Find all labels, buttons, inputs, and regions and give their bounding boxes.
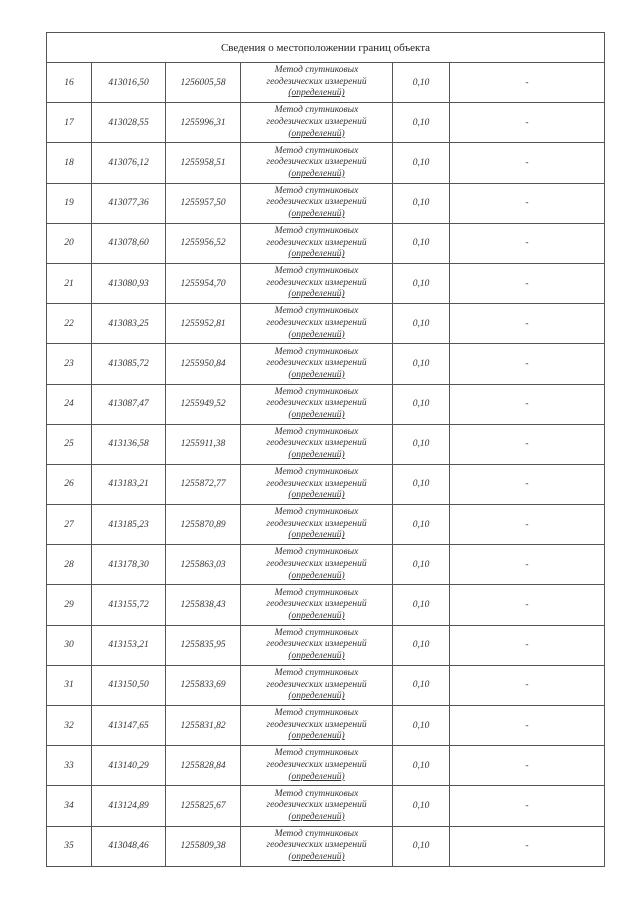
x-coordinate-cell: 413016,50 (92, 63, 166, 103)
method-line-3: (определений) (288, 731, 345, 742)
method-line-1: Метод спутниковых (274, 708, 359, 719)
point-number-cell: 16 (47, 63, 92, 103)
table-row (47, 304, 605, 344)
y-coordinate-cell: 1255833,69 (166, 665, 241, 705)
point-number-cell: 24 (47, 384, 92, 424)
method-line-1: Метод спутниковых (274, 426, 359, 437)
description-cell: - (450, 344, 605, 384)
x-coordinate-cell: 413078,60 (92, 223, 166, 263)
accuracy-cell: 0,10 (393, 143, 450, 183)
method-line-2: геодезических измерений (266, 639, 367, 650)
method-line-1: Метод спутниковых (274, 547, 359, 558)
accuracy-cell: 0,10 (393, 464, 450, 504)
description-cell: - (450, 103, 605, 143)
method-line-1: Метод спутниковых (274, 668, 359, 679)
point-number-cell: 21 (47, 263, 92, 303)
accuracy-cell: 0,10 (393, 505, 450, 545)
table-row (47, 464, 605, 504)
x-coordinate-cell: 413140,29 (92, 746, 166, 786)
x-coordinate-cell: 413087,47 (92, 384, 166, 424)
description-cell: - (450, 585, 605, 625)
accuracy-cell: 0,10 (393, 183, 450, 223)
method-line-2: геодезических измерений (266, 237, 367, 248)
point-number-cell: 29 (47, 585, 92, 625)
method-line-3: (определений) (288, 168, 345, 179)
table-row (47, 103, 605, 143)
method-line-1: Метод спутниковых (274, 788, 359, 799)
method-line-3: (определений) (288, 249, 345, 260)
method-line-2: геодезических измерений (266, 358, 367, 369)
y-coordinate-cell: 1256005,58 (166, 63, 241, 103)
method-line-2: геодезических измерений (266, 197, 367, 208)
accuracy-cell: 0,10 (393, 585, 450, 625)
table-row (47, 183, 605, 223)
method-line-3: (определений) (288, 691, 345, 702)
table-row (47, 424, 605, 464)
method-line-2: геодезических измерений (266, 317, 367, 328)
accuracy-cell: 0,10 (393, 344, 450, 384)
description-cell: - (450, 424, 605, 464)
method-line-1: Метод спутниковых (274, 185, 359, 196)
point-number-cell: 28 (47, 545, 92, 585)
method-line-2: геодезических измерений (266, 679, 367, 690)
y-coordinate-cell: 1255870,89 (166, 505, 241, 545)
point-number-cell: 34 (47, 786, 92, 826)
method-line-3: (определений) (288, 490, 345, 501)
accuracy-cell: 0,10 (393, 625, 450, 665)
method-line-2: геодезических измерений (266, 759, 367, 770)
accuracy-cell: 0,10 (393, 746, 450, 786)
table-title: Сведения о местоположении границ объекта (47, 33, 605, 63)
method-cell (241, 826, 393, 866)
point-number-cell: 30 (47, 625, 92, 665)
description-cell: - (450, 706, 605, 746)
description-cell: - (450, 746, 605, 786)
table-row (47, 505, 605, 545)
table-row (47, 545, 605, 585)
accuracy-cell: 0,10 (393, 103, 450, 143)
description-cell: - (450, 826, 605, 866)
method-cell (241, 183, 393, 223)
x-coordinate-cell: 413085,72 (92, 344, 166, 384)
method-cell (241, 223, 393, 263)
point-number-cell: 32 (47, 706, 92, 746)
point-number-cell: 26 (47, 464, 92, 504)
method-line-3: (определений) (288, 570, 345, 581)
method-line-1: Метод спутниковых (274, 266, 359, 277)
point-number-cell: 23 (47, 344, 92, 384)
description-cell: - (450, 304, 605, 344)
accuracy-cell: 0,10 (393, 786, 450, 826)
method-cell (241, 625, 393, 665)
description-cell: - (450, 223, 605, 263)
point-number-cell: 25 (47, 424, 92, 464)
method-cell (241, 706, 393, 746)
x-coordinate-cell: 413147,65 (92, 706, 166, 746)
table-row (47, 585, 605, 625)
accuracy-cell: 0,10 (393, 384, 450, 424)
x-coordinate-cell: 413076,12 (92, 143, 166, 183)
method-line-3: (определений) (288, 409, 345, 420)
method-line-1: Метод спутниковых (274, 748, 359, 759)
y-coordinate-cell: 1255911,38 (166, 424, 241, 464)
accuracy-cell: 0,10 (393, 665, 450, 705)
y-coordinate-cell: 1255838,43 (166, 585, 241, 625)
description-cell: - (450, 384, 605, 424)
table-row (47, 263, 605, 303)
method-line-1: Метод спутниковых (274, 145, 359, 156)
table-header-row (47, 33, 605, 63)
accuracy-cell: 0,10 (393, 263, 450, 303)
method-line-2: геодезических измерений (266, 599, 367, 610)
method-line-3: (определений) (288, 289, 345, 300)
y-coordinate-cell: 1255949,52 (166, 384, 241, 424)
table-row (47, 706, 605, 746)
description-cell: - (450, 505, 605, 545)
accuracy-cell: 0,10 (393, 826, 450, 866)
x-coordinate-cell: 413178,30 (92, 545, 166, 585)
y-coordinate-cell: 1255957,50 (166, 183, 241, 223)
table-row (47, 665, 605, 705)
method-cell (241, 665, 393, 705)
method-line-1: Метод спутниковых (274, 225, 359, 236)
method-line-2: геодезических измерений (266, 559, 367, 570)
point-number-cell: 18 (47, 143, 92, 183)
point-number-cell: 19 (47, 183, 92, 223)
x-coordinate-cell: 413083,25 (92, 304, 166, 344)
table-row (47, 826, 605, 866)
method-cell (241, 103, 393, 143)
accuracy-cell: 0,10 (393, 424, 450, 464)
method-line-3: (определений) (288, 88, 345, 99)
method-line-3: (определений) (288, 530, 345, 541)
description-cell: - (450, 143, 605, 183)
table-row (47, 625, 605, 665)
y-coordinate-cell: 1255950,84 (166, 344, 241, 384)
table-row (47, 344, 605, 384)
point-number-cell: 20 (47, 223, 92, 263)
method-line-1: Метод спутниковых (274, 386, 359, 397)
method-line-3: (определений) (288, 128, 345, 139)
description-cell: - (450, 786, 605, 826)
description-cell: - (450, 625, 605, 665)
method-cell (241, 545, 393, 585)
method-line-1: Метод спутниковых (274, 65, 359, 76)
x-coordinate-cell: 413028,55 (92, 103, 166, 143)
method-line-3: (определений) (288, 610, 345, 621)
y-coordinate-cell: 1255954,70 (166, 263, 241, 303)
x-coordinate-cell: 413150,50 (92, 665, 166, 705)
boundary-table (46, 32, 605, 867)
x-coordinate-cell: 413183,21 (92, 464, 166, 504)
method-line-1: Метод спутниковых (274, 306, 359, 317)
method-line-1: Метод спутниковых (274, 507, 359, 518)
description-cell: - (450, 63, 605, 103)
method-cell (241, 384, 393, 424)
method-line-2: геодезических измерений (266, 157, 367, 168)
description-cell: - (450, 183, 605, 223)
method-cell (241, 505, 393, 545)
method-cell (241, 263, 393, 303)
method-cell (241, 585, 393, 625)
method-cell (241, 786, 393, 826)
x-coordinate-cell: 413153,21 (92, 625, 166, 665)
method-cell (241, 424, 393, 464)
accuracy-cell: 0,10 (393, 706, 450, 746)
method-line-3: (определений) (288, 811, 345, 822)
method-cell (241, 304, 393, 344)
x-coordinate-cell: 413136,58 (92, 424, 166, 464)
method-line-2: геодезических измерений (266, 277, 367, 288)
accuracy-cell: 0,10 (393, 63, 450, 103)
method-line-3: (определений) (288, 450, 345, 461)
point-number-cell: 22 (47, 304, 92, 344)
accuracy-cell: 0,10 (393, 545, 450, 585)
y-coordinate-cell: 1255809,38 (166, 826, 241, 866)
method-line-3: (определений) (288, 369, 345, 380)
method-cell (241, 344, 393, 384)
method-line-2: геодезических измерений (266, 438, 367, 449)
table-row (47, 786, 605, 826)
method-line-3: (определений) (288, 651, 345, 662)
method-line-3: (определений) (288, 851, 345, 862)
y-coordinate-cell: 1255831,82 (166, 706, 241, 746)
y-coordinate-cell: 1255828,84 (166, 746, 241, 786)
table-row (47, 223, 605, 263)
method-line-1: Метод спутниковых (274, 346, 359, 357)
method-cell (241, 746, 393, 786)
method-line-2: геодезических измерений (266, 76, 367, 87)
x-coordinate-cell: 413048,46 (92, 826, 166, 866)
x-coordinate-cell: 413124,89 (92, 786, 166, 826)
x-coordinate-cell: 413185,23 (92, 505, 166, 545)
point-number-cell: 27 (47, 505, 92, 545)
table-row (47, 384, 605, 424)
method-cell (241, 464, 393, 504)
y-coordinate-cell: 1255835,95 (166, 625, 241, 665)
method-line-1: Метод спутниковых (274, 828, 359, 839)
method-line-1: Метод спутниковых (274, 467, 359, 478)
table-row (47, 63, 605, 103)
description-cell: - (450, 464, 605, 504)
method-line-1: Метод спутниковых (274, 587, 359, 598)
table-row (47, 143, 605, 183)
method-cell (241, 63, 393, 103)
method-line-3: (определений) (288, 208, 345, 219)
y-coordinate-cell: 1255952,81 (166, 304, 241, 344)
point-number-cell: 33 (47, 746, 92, 786)
y-coordinate-cell: 1255825,67 (166, 786, 241, 826)
point-number-cell: 35 (47, 826, 92, 866)
method-cell (241, 143, 393, 183)
y-coordinate-cell: 1255956,52 (166, 223, 241, 263)
method-line-2: геодезических измерений (266, 800, 367, 811)
y-coordinate-cell: 1255996,31 (166, 103, 241, 143)
document-page (46, 32, 604, 867)
y-coordinate-cell: 1255863,03 (166, 545, 241, 585)
method-line-3: (определений) (288, 771, 345, 782)
description-cell: - (450, 665, 605, 705)
method-line-2: геодезических измерений (266, 840, 367, 851)
accuracy-cell: 0,10 (393, 223, 450, 263)
x-coordinate-cell: 413077,36 (92, 183, 166, 223)
point-number-cell: 31 (47, 665, 92, 705)
method-line-2: геодезических измерений (266, 398, 367, 409)
method-line-2: геодезических измерений (266, 116, 367, 127)
description-cell: - (450, 545, 605, 585)
y-coordinate-cell: 1255958,51 (166, 143, 241, 183)
method-line-2: геодезических измерений (266, 719, 367, 730)
point-number-cell: 17 (47, 103, 92, 143)
method-line-2: геодезических измерений (266, 518, 367, 529)
y-coordinate-cell: 1255872,77 (166, 464, 241, 504)
method-line-2: геодезических измерений (266, 478, 367, 489)
x-coordinate-cell: 413080,93 (92, 263, 166, 303)
method-line-1: Метод спутниковых (274, 105, 359, 116)
method-line-1: Метод спутниковых (274, 627, 359, 638)
method-line-3: (определений) (288, 329, 345, 340)
description-cell: - (450, 263, 605, 303)
x-coordinate-cell: 413155,72 (92, 585, 166, 625)
accuracy-cell: 0,10 (393, 304, 450, 344)
table-row (47, 746, 605, 786)
